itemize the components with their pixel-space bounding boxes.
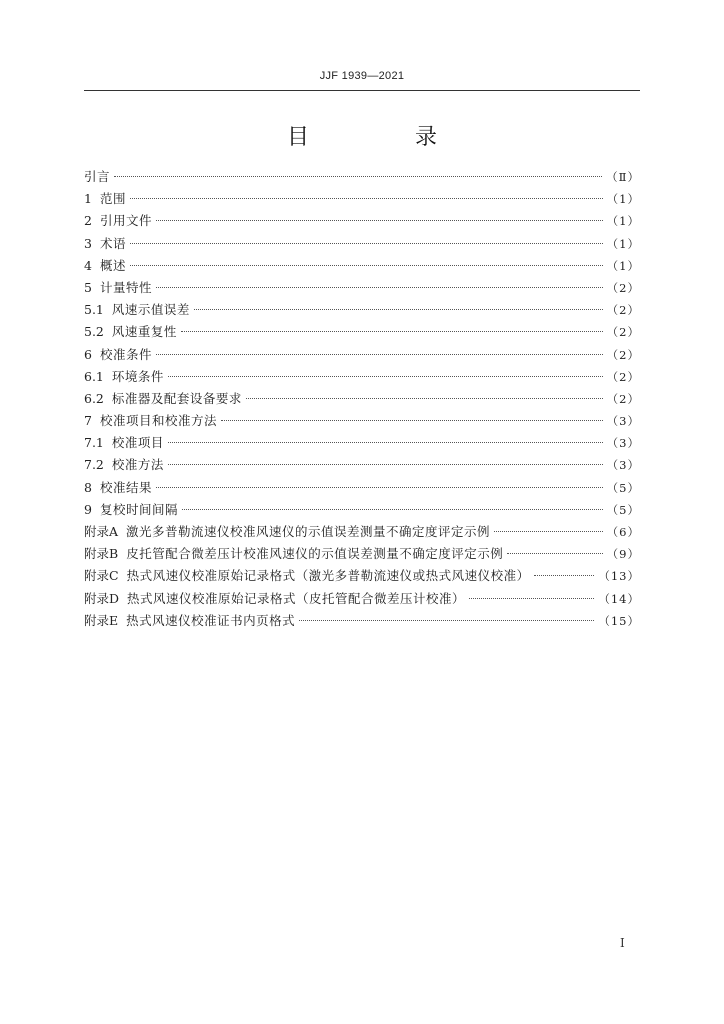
toc-dot-leader	[534, 575, 595, 576]
toc-entry-label: 校准条件	[99, 346, 152, 362]
toc-entry-label: 校准结果	[99, 479, 152, 495]
toc-entry[interactable]	[84, 299, 640, 321]
toc-entry[interactable]	[84, 388, 640, 410]
toc-entry-page: （5）	[606, 502, 640, 517]
toc-entry-number: 附录B	[84, 546, 119, 562]
toc-entry[interactable]	[84, 565, 640, 587]
toc-entry[interactable]	[84, 477, 640, 499]
toc-entry-number: 5.2	[84, 324, 104, 340]
toc-dot-leader	[181, 331, 603, 332]
toc-entry[interactable]	[84, 432, 640, 454]
toc-entry-label: 概述	[99, 257, 126, 273]
toc-entry-page: （2）	[606, 325, 640, 340]
toc-entry-number: 7.2	[84, 457, 104, 473]
toc-entry[interactable]	[84, 233, 640, 255]
toc-entry-page: （5）	[606, 480, 640, 495]
toc-dot-leader	[156, 287, 603, 288]
toc-entry-page: （1）	[606, 192, 640, 207]
toc-entry[interactable]	[84, 521, 640, 543]
toc-entry-label: 计量特性	[99, 279, 152, 295]
toc-dot-leader	[469, 598, 594, 599]
toc-entry[interactable]	[84, 210, 640, 232]
toc-entry-page: （Ⅱ）	[606, 170, 640, 184]
toc-entry[interactable]	[84, 499, 640, 521]
toc-entry-page: （3）	[606, 436, 640, 451]
toc-entry-label: 范围	[99, 191, 126, 207]
toc-entry-page: （2）	[606, 303, 640, 318]
toc-entry-number: 6	[84, 346, 92, 362]
toc-title: 目 录	[286, 125, 479, 150]
toc-dot-leader	[168, 376, 603, 377]
toc-entry-number: 4	[84, 257, 92, 273]
toc-entry-page: （15）	[598, 613, 640, 628]
toc-dot-leader	[246, 398, 603, 399]
toc-entry-number: 6.2	[84, 390, 104, 406]
toc-entry-number: 5.1	[84, 302, 104, 318]
toc-entry-number: 6.1	[84, 368, 104, 384]
toc-entry-number: 1	[84, 191, 92, 207]
toc-entry[interactable]	[84, 277, 640, 299]
toc-entry[interactable]	[84, 255, 640, 277]
toc-dot-leader	[494, 531, 603, 532]
toc-entry-page: （3）	[606, 414, 640, 429]
toc-entry-number: 附录D	[84, 590, 120, 606]
toc-entry-label: 热式风速仪校准证书内页格式	[126, 612, 296, 628]
toc-dot-leader	[168, 464, 603, 465]
toc-entry-label: 环境条件	[111, 368, 164, 384]
toc-entry-page: （1）	[606, 236, 640, 251]
toc-entry[interactable]	[84, 410, 640, 432]
toc-entry-label: 引用文件	[99, 213, 152, 229]
toc-entry-number: 附录C	[84, 568, 119, 584]
toc-entry-label: 术语	[99, 235, 126, 251]
toc-list	[84, 166, 640, 632]
toc-dot-leader	[507, 553, 602, 554]
toc-entry-number: 附录A	[84, 524, 119, 539]
toc-dot-leader	[168, 442, 603, 443]
toc-entry-page: （13）	[598, 569, 640, 584]
toc-entry[interactable]	[84, 166, 640, 188]
toc-entry[interactable]	[84, 321, 640, 343]
toc-entry[interactable]	[84, 366, 640, 388]
toc-entry-page: （3）	[606, 458, 640, 473]
toc-dot-leader	[130, 198, 603, 199]
toc-entry-number: 9	[84, 501, 92, 517]
toc-dot-leader	[221, 420, 603, 421]
toc-dot-leader	[156, 354, 603, 355]
page-number: I	[620, 936, 625, 950]
toc-entry-number: 7.1	[84, 435, 104, 451]
toc-entry-number: 附录E	[84, 612, 119, 628]
toc-entry-label: 激光多普勒流速仪校准风速仪的示值误差测量不确定度评定示例	[126, 524, 491, 539]
toc-entry[interactable]	[84, 588, 640, 610]
toc-entry-page: （1）	[606, 214, 640, 229]
toc-dot-leader	[299, 620, 594, 621]
toc-entry[interactable]	[84, 344, 640, 366]
toc-entry-label: 校准方法	[111, 457, 164, 473]
toc-entry[interactable]	[84, 188, 640, 210]
toc-entry[interactable]	[84, 543, 640, 565]
toc-entry-number: 7	[84, 413, 92, 429]
toc-entry-page: （2）	[606, 347, 640, 362]
toc-entry-label: 校准项目和校准方法	[99, 413, 217, 429]
toc-entry-page: （2）	[606, 369, 640, 384]
toc-entry-label: 校准项目	[111, 435, 164, 451]
toc-entry[interactable]	[84, 610, 640, 632]
toc-entry-number: 5	[84, 279, 92, 295]
toc-dot-leader	[182, 509, 603, 510]
toc-entry-number: 3	[84, 235, 92, 251]
toc-entry-number: 2	[84, 213, 92, 229]
toc-dot-leader	[194, 309, 603, 310]
toc-entry-page: （6）	[606, 525, 640, 539]
toc-entry-page: （9）	[606, 547, 640, 562]
toc-entry-page: （14）	[598, 591, 640, 606]
toc-dot-leader	[130, 265, 603, 266]
toc-entry-label: 热式风速仪校准原始记录格式（激光多普勒流速仪或热式风速仪校准）	[126, 568, 530, 584]
toc-entry-label: 皮托管配合微差压计校准风速仪的示值误差测量不确定度评定示例	[126, 546, 504, 562]
toc-entry-label: 热式风速仪校准原始记录格式（皮托管配合微差压计校准）	[127, 590, 466, 606]
header-divider	[84, 90, 640, 91]
toc-entry[interactable]	[84, 454, 640, 476]
toc-entry-label: 风速示值误差	[111, 302, 190, 318]
toc-entry-label: 风速重复性	[111, 324, 177, 340]
toc-dot-leader	[156, 487, 603, 488]
toc-entry-page: （2）	[606, 280, 640, 295]
toc-entry-page: （1）	[606, 258, 640, 273]
toc-entry-label: 标准器及配套设备要求	[111, 390, 242, 406]
toc-dot-leader	[130, 243, 603, 244]
toc-entry-number: 8	[84, 479, 92, 495]
toc-dot-leader	[156, 220, 603, 221]
toc-entry-label: 复校时间间隔	[99, 501, 178, 517]
toc-entry-page: （2）	[606, 391, 640, 406]
toc-entry-label: 引言	[84, 169, 111, 184]
toc-dot-leader	[114, 176, 602, 177]
document-code: JJF 1939—2021	[319, 70, 405, 82]
